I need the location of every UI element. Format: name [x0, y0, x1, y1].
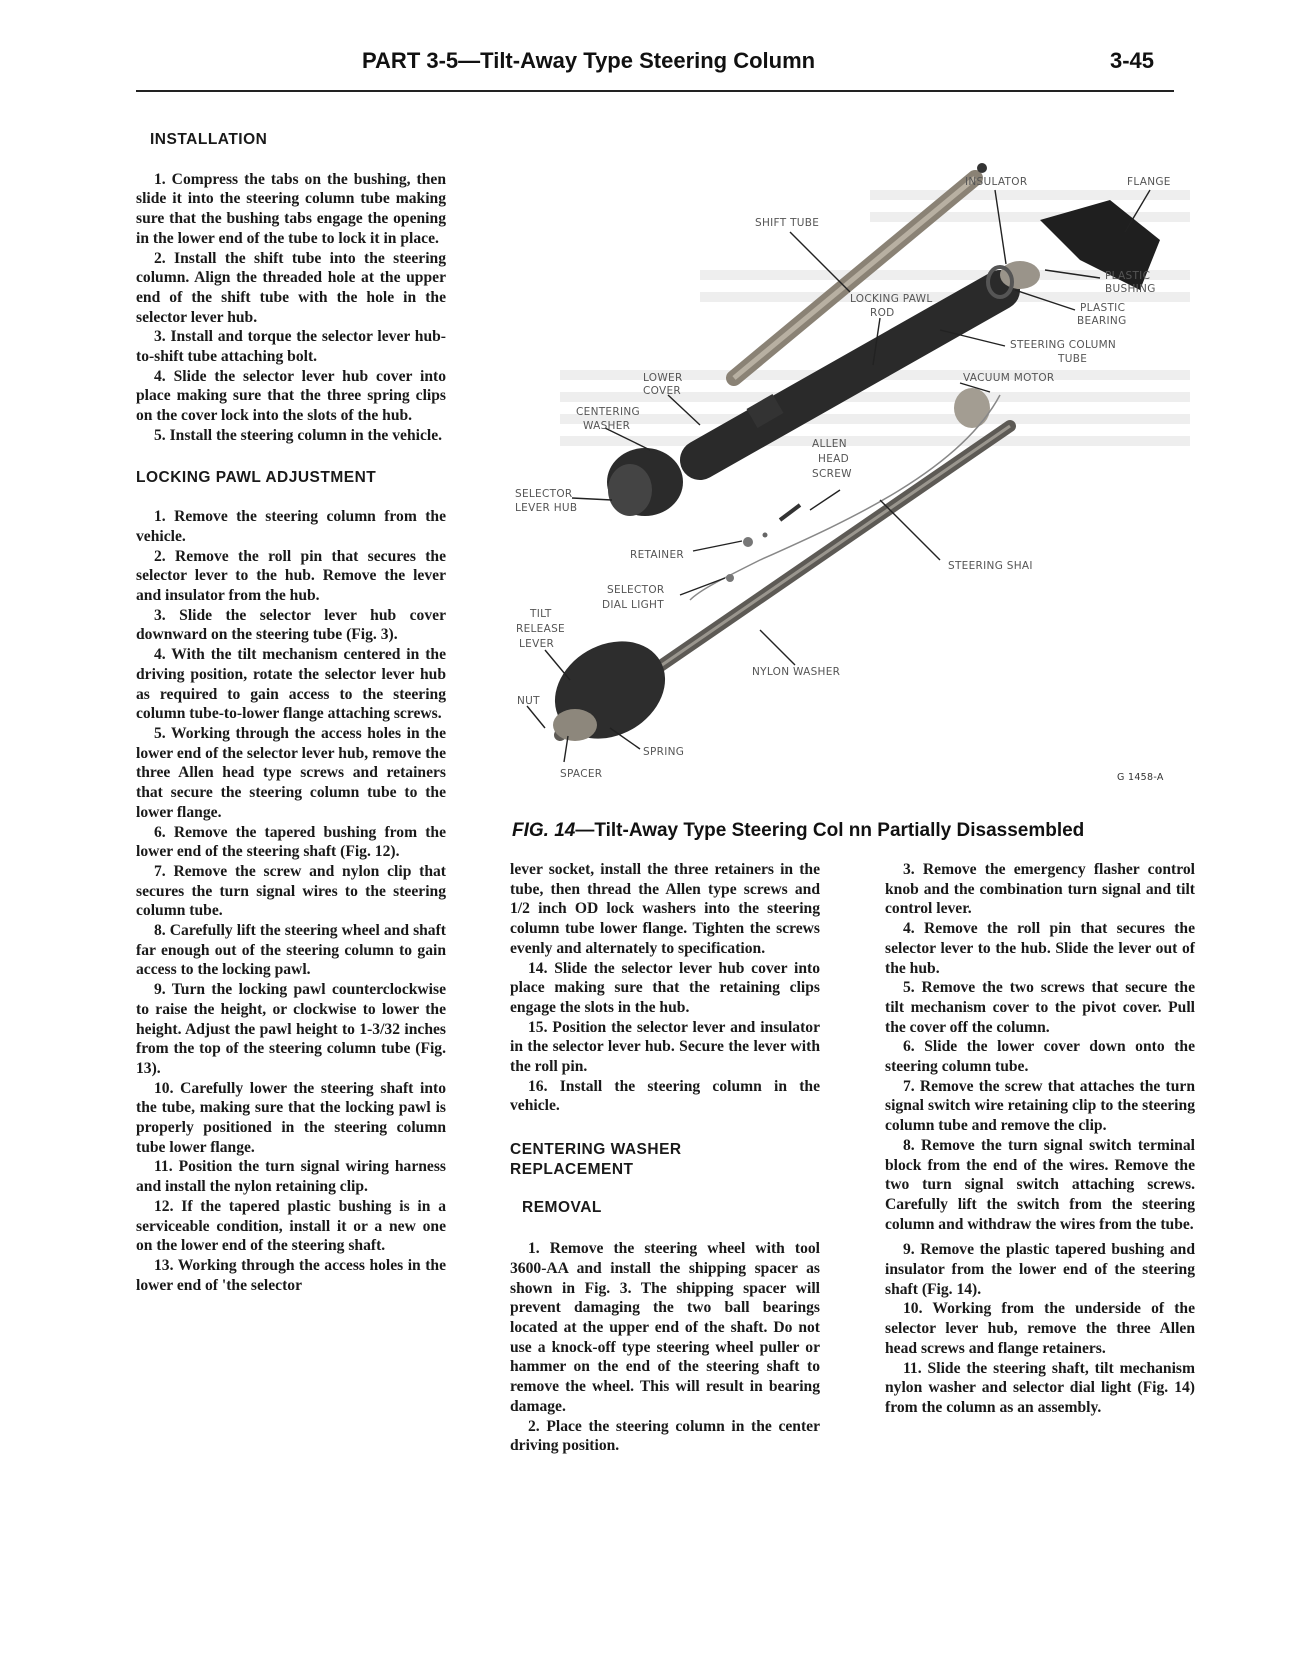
label-tilt-release-lever: LEVER [519, 638, 555, 650]
label-plastic-bearing: PLASTIC [1080, 302, 1126, 314]
label-nut: NUT [517, 695, 540, 707]
step: 4. Slide the selector lever hub cover into place making sure that the three spring clips on the cover lock into the slots of the hub. [136, 367, 446, 425]
label-centering-washer: WASHER [583, 420, 631, 432]
label-locking-pawl-rod: ROD [870, 307, 895, 319]
centering-washer-heading: CENTERING WASHER [510, 1141, 682, 1159]
step: 9. Remove the plastic tapered bushing and insulator from the lower end of the steering shaft (Fig. 14). [885, 1241, 1195, 1298]
locking-pawl-heading: LOCKING PAWL ADJUSTMENT [136, 468, 377, 486]
step: 2. Remove the roll pin that secures the selector lever to the hub. Remove the lever and insulator from the hub. [136, 547, 446, 605]
left-column [136, 130, 446, 1295]
figure-14-illustration [480, 150, 1210, 810]
installation-steps [136, 170, 446, 446]
step: 3. Install and torque the selector lever hub-to-shift tube attaching bolt. [136, 328, 446, 366]
label-tilt-release-lever: RELEASE [516, 623, 565, 635]
step: 15. Position the selector lever and insulator in the selector lever hub. Secure the lever with the roll pin. [510, 1018, 820, 1076]
step: 12. If the tapered plastic bushing is in a serviceable condition, install it or a new one on the lower end of the steering shaft. [136, 1197, 446, 1255]
figure-caption [512, 820, 1084, 842]
step: 5. Install the steering column in the vehicle. [154, 426, 443, 444]
step: 11. Slide the steering shaft, tilt mechanism nylon washer and selector dial light (Fig. 14) from the column as an assembly. [885, 1359, 1195, 1416]
label-centering-washer: CENTERING [576, 406, 640, 418]
step: 4. Remove the roll pin that secures the selector lever to the hub. Slide the lever out of the hub. [885, 920, 1195, 977]
label-plastic-bushing: BUSHING [1105, 283, 1156, 295]
header-rule [136, 90, 1174, 92]
label-shift-tube: SHIFT TUBE [755, 217, 820, 229]
step: 1. Remove the steering column from the vehicle. [136, 508, 446, 545]
label-spacer: SPACER [560, 768, 603, 780]
figure-caption-text: —Tilt-Away Type Steering Col nn Partially Disassembled [575, 820, 1085, 841]
step: 3. Slide the selector lever hub cover downward on the steering tube (Fig. 3). [136, 606, 446, 644]
label-nylon-washer: NYLON WASHER [752, 666, 841, 678]
step: 6. Remove the tapered bushing from the lower end of the steering shaft (Fig. 12). [136, 823, 446, 861]
step: 8. Carefully lift the steering wheel and shaft far enough out of the steering column to gain access to the locking pawl. [136, 922, 446, 979]
label-steering-shaft: STEERING SHAI [948, 560, 1033, 572]
figure-code: G 1458-A [1117, 772, 1164, 783]
label-allen-head-screw: SCREW [812, 468, 852, 480]
label-flange: FLANGE [1127, 176, 1171, 188]
label-spring: SPRING [643, 746, 685, 758]
label-lower-cover: COVER [643, 385, 682, 397]
label-plastic-bushing: PLASTIC [1105, 270, 1151, 282]
middle-column [510, 860, 820, 1456]
label-selector-lever-hub: LEVER HUB [515, 502, 578, 514]
step: 13. Working through the access holes in the lower end of 'the selector [136, 1256, 446, 1294]
label-lower-cover: LOWER [643, 372, 683, 384]
step: 1. Compress the tabs on the bushing, then slide it into the steering column tube making sure that the bushing tabs engage the opening in the lower end of the tube to lock it in place. [136, 170, 446, 247]
adjustment-steps [136, 507, 446, 1295]
label-plastic-bearing: BEARING [1077, 315, 1127, 327]
step: 5. Remove the two screws that secure the tilt mechanism cover to the pivot cover. Pull the cover off the column. [885, 979, 1195, 1036]
step: 2. Install the shift tube into the steering column. Align the threaded hole at the upper end of the shift tube with the hole in the selector lever hub. [136, 249, 446, 326]
step: 2. Place the steering column in the center driving position. [510, 1417, 820, 1455]
step: 3. Remove the emergency flasher control knob and the combination turn signal and tilt control lever. [885, 861, 1195, 918]
step: 10. Carefully lower the steering shaft into the tube, making sure that the locking pawl is properly positioned in the steering column tube lower flange. [136, 1079, 446, 1156]
label-selector-dial-light: DIAL LIGHT [602, 599, 664, 611]
label-allen-head-screw: ALLEN [812, 438, 847, 450]
step: 16. Install the steering column in the vehicle. [510, 1077, 820, 1115]
step: 5. Working through the access holes in the lower end of the selector lever hub, remove the three Allen head type screws and retainers that secure the steering column tube to the lower flange. [136, 724, 446, 821]
step: 1. Remove the steering wheel with tool 3600-AA and install the shipping spacer as shown in Fig. 3. The shipping spacer will prevent damaging the two ball bearings located at the upper end of the shaft. Do not use a knock-off type steering wheel puller or hammer on the end of the steering shaft to remove the wheel. This will result in bearing damage. [510, 1240, 820, 1415]
label-selector-lever-hub: SELECTOR [515, 488, 573, 500]
step: 9. Turn the locking pawl counterclockwise to raise the height, or clockwise to lower the height. Adjust the pawl height to 1-3/32 inches from the top of the steering column tube (Fig. 13). [136, 981, 446, 1077]
figure-number: FIG. 14 [512, 820, 576, 841]
label-vacuum-motor: VACUUM MOTOR [963, 372, 1055, 384]
label-allen-head-screw: HEAD [818, 453, 849, 465]
label-insulator: INSULATOR [965, 176, 1028, 188]
step: 8. Remove the turn signal switch terminal block from the end of the wires. Remove the two turn signal switch attaching screws. Carefully lift the switch from the steering column and withdraw the wires from the tube. [885, 1136, 1195, 1233]
step: 11. Position the turn signal wiring harness and install the nylon retaining clip. [136, 1158, 446, 1196]
right-column [885, 860, 1195, 1418]
step: 7. Remove the screw that attaches the turn signal switch wire retaining clip to the steering column tube and remove the clip. [885, 1077, 1195, 1135]
step: 7. Remove the screw and nylon clip that secures the turn signal wires to the steering column tube. [136, 862, 446, 920]
step: 6. Slide the lower cover down onto the steering column tube. [885, 1038, 1195, 1076]
label-locking-pawl-rod: LOCKING PAWL [850, 293, 933, 305]
removal-heading: REMOVAL [522, 1198, 602, 1216]
label-tilt-release-lever: TILT [530, 608, 552, 620]
replacement-heading: REPLACEMENT [510, 1160, 634, 1178]
label-steering-column-tube: STEERING COLUMN [1010, 339, 1117, 351]
step: 10. Working from the underside of the selector lever hub, remove the three Allen head screws and flange retainers. [885, 1300, 1195, 1357]
vacuum-motor [954, 388, 990, 428]
step: 14. Slide the selector lever hub cover into place making sure that the retaining clips engage the slots in the hub. [510, 959, 820, 1016]
step: lever socket, install the three retainers in the tube, then thread the Allen type screws and 1/2 inch OD lock washers into the steering column tube lower flange. Tighten the screws evenly and alternately to specification. [510, 861, 820, 957]
page-number: 3-45 [1110, 48, 1155, 73]
label-steering-column-tube: TUBE [1058, 353, 1088, 365]
step: 4. With the tilt mechanism centered in the driving position, rotate the selector lever hub as required to gain access to the steering column tube-to-lower flange attaching screws. [136, 646, 446, 723]
installation-heading: INSTALLATION [150, 131, 268, 148]
running-header-title: PART 3-5—Tilt-Away Type Steering Column [362, 48, 816, 73]
label-selector-dial-light: SELECTOR [607, 584, 665, 596]
label-retainer: RETAINER [630, 549, 684, 561]
